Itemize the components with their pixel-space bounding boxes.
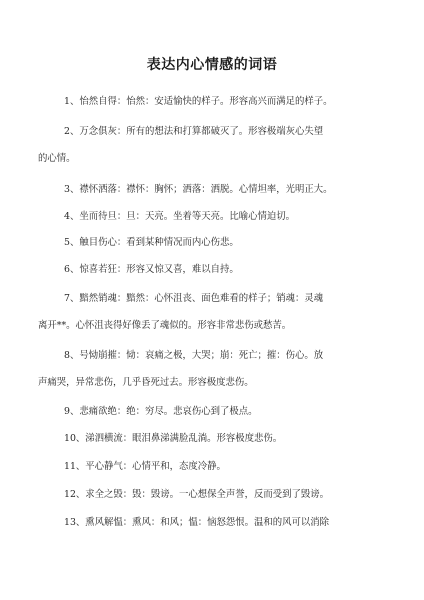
list-item: 10、涕泗横流：眼泪鼻涕满脸乱淌。形容极度悲伤。: [64, 433, 283, 444]
list-item: 3、襟怀洒落：襟怀：胸怀；洒落：洒脱。心情坦率，光明正大。: [64, 184, 333, 195]
list-item: 1、怡然自得：怡然：安适愉快的样子。形容高兴而满足的样子。: [64, 96, 333, 107]
list-item: 6、惊喜若狂：形容又惊又喜，难以自持。: [64, 264, 239, 275]
list-item: 7、黯然销魂：黯然：心怀沮丧、面色难看的样子；销魂：灵魂: [64, 293, 324, 304]
list-item-continuation: 声痛哭，异常悲伤，几乎昏死过去。形容极度悲伤。: [38, 377, 254, 388]
list-item-continuation: 的心情。: [38, 153, 76, 164]
list-item: 11、平心静气：心情平和，态度冷静。: [64, 461, 226, 472]
list-item: 13、熏风解愠：熏风：和风；愠：恼怒怨恨。温和的风可以消除: [64, 517, 330, 528]
list-item-continuation: 离开**。心怀沮丧得好像丢了魂似的。形容非常悲伤或愁苦。: [38, 320, 292, 331]
list-item: 8、号恸崩摧：恸：哀痛之极，大哭；崩：死亡；摧：伤心。放: [64, 350, 324, 361]
list-item: 4、坐而待旦：旦：天亮。坐着等天亮。比喻心情迫切。: [64, 211, 295, 222]
list-item: 2、万念俱灰：所有的想法和打算都破灭了。形容极端灰心失望: [64, 126, 324, 137]
list-item: 9、悲痛欲绝：绝：穷尽。悲哀伤心到了极点。: [64, 406, 258, 417]
page-title: 表达内心情感的词语: [146, 57, 278, 73]
list-item: 5、触目伤心：看到某种情况而内心伤悲。: [64, 237, 239, 248]
list-item: 12、求全之毁：毁：毁谤。一心想保全声誉，反而受到了毁谤。: [64, 489, 330, 500]
